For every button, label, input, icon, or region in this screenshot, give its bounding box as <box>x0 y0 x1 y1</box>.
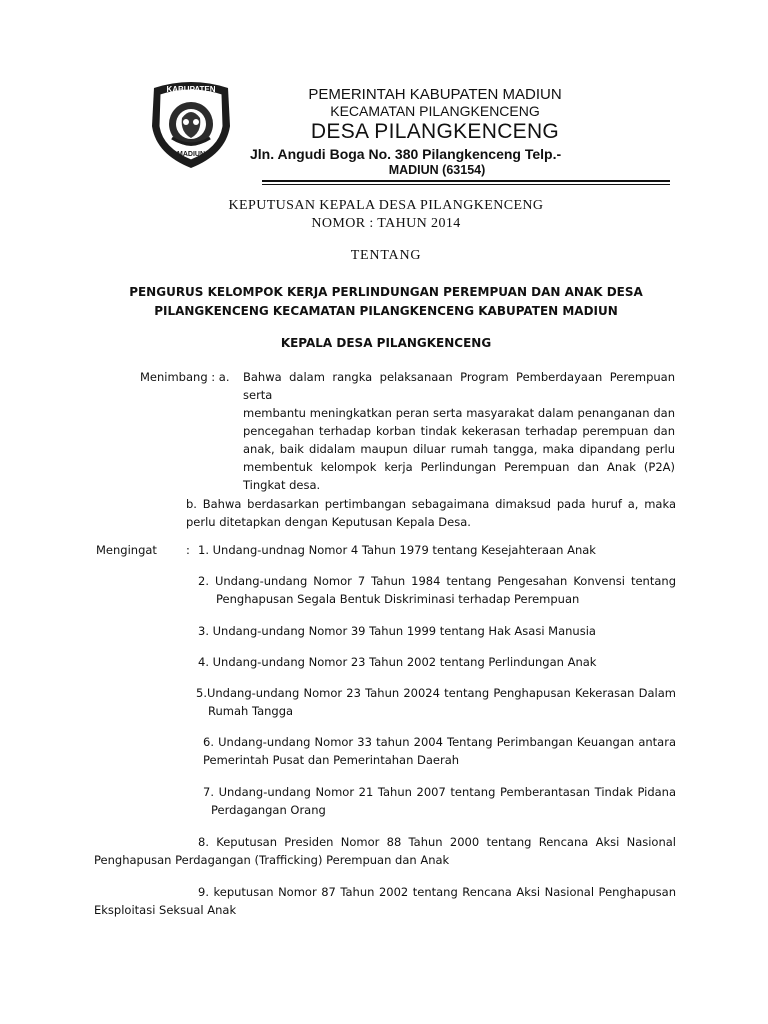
decree-about: TENTANG <box>350 248 422 263</box>
mengingat-item <box>94 833 676 869</box>
decree-subject-line: PILANGKENCENG KECAMATAN PILANGKENCENG KABUPATEN MADIUN <box>154 304 618 318</box>
decree-title: KEPUTUSAN KEPALA DESA PILANGKENCENG <box>228 198 544 213</box>
mengingat-item <box>198 653 676 671</box>
mengingat-item-line: 1. Undang-undnag Nomor 4 Tahun 1979 tentang Kesejahteraan Anak <box>198 543 596 557</box>
mengingat-label: Mengingat <box>96 543 157 557</box>
menimbang-b-line: b. Bahwa berdasarkan pertimbangan sebagaimana dimaksud pada huruf a, maka <box>186 497 676 511</box>
letterhead-city: MADIUN (63154) <box>388 163 486 177</box>
mengingat-item-line: 2. Undang-undang Nomor 7 Tahun 1984 tentang Pengesahan Konvensi tentang <box>198 574 676 588</box>
mengingat-item <box>198 541 676 559</box>
letterhead-district: KECAMATAN PILANGKENCENG <box>330 103 540 119</box>
menimbang-a-line: Bahwa dalam rangka pelaksanaan Program Pemberdayaan Perempuan serta <box>243 370 675 402</box>
menimbang-b-line: perlu ditetapkan dengan Keputusan Kepala Desa. <box>186 515 471 529</box>
menimbang-a-line: anak, baik didalam maupun diluar rumah tangga, maka dipandang perlu <box>243 442 675 456</box>
menimbang-a-line: Tingkat desa. <box>243 478 321 492</box>
decree-subject <box>96 283 676 321</box>
mengingat-item <box>94 883 676 919</box>
mengingat-item-line: 5.Undang-undang Nomor 23 Tahun 20024 tentang Penghapusan Kekerasan Dalam <box>196 686 676 700</box>
letterhead-government: PEMERINTAH KABUPATEN MADIUN <box>308 86 562 103</box>
mengingat-item-line: Pemerintah Pusat dan Pemerintahan Daerah <box>203 753 460 767</box>
mengingat-item-line: 4. Undang-undang Nomor 23 Tahun 2002 tentang Perlindungan Anak <box>198 655 597 669</box>
mengingat-item-line: 3. Undang-undang Nomor 39 Tahun 1999 tentang Hak Asasi Manusia <box>198 624 596 638</box>
mengingat-item-line: 7. Undang-undang Nomor 21 Tahun 2007 tentang Pemberantasan Tindak Pidana <box>203 785 676 799</box>
menimbang-point-b <box>186 495 676 531</box>
decree-number: NOMOR : TAHUN 2014 <box>311 216 461 231</box>
mengingat-item-line: Eksploitasi Seksual Anak <box>94 903 237 917</box>
letterhead-rule-thick <box>262 180 670 182</box>
mengingat-item-line: Penghapusan Segala Bentuk Diskriminasi terhadap Perempuan <box>216 592 580 606</box>
mengingat-item-line: 6. Undang-undang Nomor 33 tahun 2004 Tentang Perimbangan Keuangan antara <box>203 735 676 749</box>
mengingat-item-line: Rumah Tangga <box>208 704 294 718</box>
logo-bottom-text: MADIUN <box>177 151 205 158</box>
regency-emblem-logo <box>146 78 236 170</box>
menimbang-a-line: pencegahan terhadap korban tindak kekerasan terhadap perempuan dan <box>243 424 675 438</box>
mengingat-item-line: Perdagangan Orang <box>211 803 326 817</box>
letterhead-village: DESA PILANGKENCENG <box>310 120 560 143</box>
mengingat-item-line: Penghapusan Perdagangan (Trafficking) Perempuan dan Anak <box>94 853 450 867</box>
mengingat-item <box>203 783 676 819</box>
mengingat-item <box>196 684 676 720</box>
mengingat-colon: : <box>186 543 190 557</box>
decree-issuer: KEPALA DESA PILANGKENCENG <box>280 336 492 350</box>
mengingat-item <box>198 572 676 608</box>
menimbang-a-line: membantu meningkatkan peran serta masyarakat dalam penanganan dan <box>243 406 675 420</box>
decree-subject-line: PENGURUS KELOMPOK KERJA PERLINDUNGAN PEREMPUAN DAN ANAK DESA <box>129 285 643 299</box>
menimbang-point-a <box>243 368 675 494</box>
logo-top-text: KABUPATEN <box>166 85 216 94</box>
menimbang-label: Menimbang : a. <box>140 370 230 384</box>
letterhead-rule-thin <box>262 184 670 185</box>
mengingat-item-line: 9. keputusan Nomor 87 Tahun 2002 tentang Rencana Aksi Nasional Penghapusan <box>198 885 676 899</box>
letterhead-address: Jln. Angudi Boga No. 380 Pilangkenceng Telp.- <box>250 146 562 162</box>
mengingat-item-line: 8. Keputusan Presiden Nomor 88 Tahun 2000 tentang Rencana Aksi Nasional <box>198 835 676 849</box>
mengingat-item <box>198 622 676 640</box>
menimbang-a-line: membentuk kelompok kerja Perlindungan Perempuan dan Anak (P2A) <box>243 460 675 474</box>
mengingat-item <box>203 733 676 769</box>
